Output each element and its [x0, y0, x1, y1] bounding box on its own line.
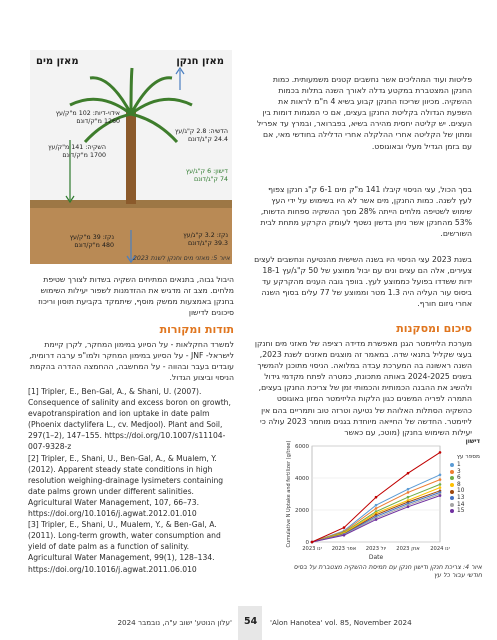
figure-5-caption: איור 5: מאזני מים וחנקן לשנת 2023	[132, 255, 230, 262]
reference-item: [1] Tripler, E., Ben-Gal, A., & Shani, U. (2007). Consequence of salinity and excess boron on growth, evapotranspiration and ion uptake in date palm (Phoenix dactylifera L., cv. Medjool). Plant and Soil, 297(1–2), 147–155. https://doi.org/10.1007/s11104-007-9328-z	[28, 387, 231, 452]
data-point	[375, 504, 378, 507]
y-axis-label: Cumulative N Uptake and fertilizer (g/tree)	[286, 440, 292, 548]
palm-trunk	[126, 112, 136, 204]
legend-label: 8	[457, 481, 461, 488]
figure-4-caption: איור 4: צריכת חנקן ודישון חנקן עם תמיסת ההשקיה מצטברת על בסיס חודשי עבור כל עץ	[293, 564, 482, 580]
data-point	[407, 496, 410, 499]
journal-hebrew: 'עלון הנוטע' ישוב ע"ה, נובמבר 2024	[117, 618, 232, 627]
nitrogen-leach-label: נקז: 3.2 ק"ג/עץ 39.3 ק"ג/דונם	[183, 232, 228, 247]
legend-entry	[450, 475, 474, 482]
data-point	[439, 451, 442, 454]
water-irrigation-label: השקיה: 141 מ"ק/עץ 1700 מ"ק/דונם	[48, 144, 106, 159]
nitrogen-paragraph: בסך הכול, עצי הניסוי קיבלו 141 מ"ק מים 6-1 ק"ג חנקן צפוף לעץ לשנה. כמות החנקן, מים אשר לא היו בשימוש על ידי העץ שימוש לשטיפה מלחים הייתה 28% מסך ההשקיה ספחות הדשות, 53% מהחנקן אשר ניתן בדשון נשטף לעומק הקרקע מתחת לבית השורשים.	[260, 185, 472, 239]
nitrogen-fertigation-label: הדשיה: 2.8 ק"ג/עץ 24.4 ק"ג/דונם	[174, 128, 228, 143]
legend-swatch	[450, 463, 454, 467]
data-point	[439, 474, 442, 477]
x-tick-label: 2023 אוק	[396, 546, 420, 552]
data-point	[439, 494, 442, 497]
data-point	[407, 506, 410, 509]
data-point	[375, 496, 378, 499]
legend-entry	[450, 495, 474, 502]
legend-swatch	[450, 490, 454, 494]
acknowledgments-title: תודות ומקורות	[159, 323, 234, 336]
journal-english: 'Alon Hanotea' vol. 85, November 2024	[270, 618, 412, 627]
trees-paragraph: בשנת 2023 עצי הניסוי היו בשנה השישית מהנטיעה ונחשבים לעצים צעירים, אלה הם עצים ונים עם יבול ממוצע של 50 ק"ג/עץ 18-1 ידות ששדדו בפועל כממוצע לעץ. בוופך גובה הענים מהקרקע עד ביסוס עור העליה היה 1.3 מטר וממוצע של 77 עלים בסוף השנה אחרי גיזום חורף.	[254, 255, 472, 309]
x-axis-label: Date	[368, 554, 384, 561]
legend-entry	[450, 469, 474, 476]
legend-entry	[450, 508, 474, 515]
data-point	[375, 518, 378, 521]
y-tick-label: 4000	[295, 476, 309, 482]
summary-title: סיכום ומסקנות	[396, 322, 472, 335]
nitrogen-balance-heading: מאזן חנקן	[176, 56, 224, 67]
data-point	[311, 541, 314, 544]
x-tick-label: 2023 יול	[365, 546, 387, 552]
chart-legend	[450, 462, 474, 515]
reference-item: [2] Tripler, E., Shani, U., Ben-Gal, A., & Mualem, Y. (2012). Apparent steady state conditions in high resolution weighing-drainage lysimeters containing date palms grown under different salinities. Agricultural Water Management, 107, 66–73. https://doi.org/10.1016/j.agwat.2012.01.010	[28, 453, 224, 519]
legend-label: 6	[457, 475, 461, 482]
x-tick-label: 2023 ינו	[302, 546, 322, 552]
legend-swatch	[450, 503, 454, 507]
reference-item: [3] Tripler, E., Shani, U., Mualem, Y., & Ben-Gal, A. (2011). Long-term growth, water consumption and yield of date palm as a function of salinity. Agricultural Water Management, 99(1), 128–134. https://doi.org/10.1016/j.agwat.2011.06.010	[28, 520, 221, 574]
data-point	[439, 486, 442, 489]
legend-swatch	[450, 509, 454, 513]
legend-label: 1	[457, 462, 461, 468]
intro-paragraph: פליטות ועוד המהליכים אשר נחשבים קטנים משמעותית. כמות החנקן המצטברת במקטע גדלה לאורך השנה בתלות בכמות ההשקיה. מכיוון שריכוז החנקן קבוע בשיא 4 ח"מ לראות את השפעת הגדולה בקליטת החנקן בעצים, אם כי המגמות דומות בין העצים. יש קליטה יחסית מהירה בשיא, בפברואר, ובמרץ עד אפריל ומתון של הקליטה אחרי ההלקלה אחרי הדלילה בחודשי מאי, אם עם בזמן הגדיל מעלי ובאוגוסט.	[256, 75, 472, 151]
legend-swatch	[450, 483, 454, 487]
data-point	[407, 472, 410, 475]
left-intro-paragraph: היבול גבוה, בתנאים המתיחים השקיה בשדות לצורך שטיפת מלחים. מצב זה מדגיש את ההזדמנות לשפור יעילות השימוש בחנקן באמצעות ממשק מוסף, שיתמקד בקביעת תוסון וריכוז סיכונים לדישון	[38, 275, 234, 318]
legend-entry	[450, 502, 474, 509]
references-list	[28, 386, 234, 575]
legend-label: 3	[457, 468, 461, 475]
data-point	[439, 478, 442, 481]
legend-entry	[450, 482, 474, 489]
water-drainage-label: נקז: 39 מ"ק/עץ 480 מ"ק/דונם	[69, 234, 114, 249]
legend-entry	[450, 462, 474, 469]
y-tick-label: 2000	[295, 508, 309, 514]
legend-label: 13	[457, 494, 465, 501]
data-point	[407, 488, 410, 491]
legend-swatch	[450, 470, 454, 474]
data-point	[375, 507, 378, 510]
x-tick-label: 2024 ינו	[430, 546, 450, 552]
figure-5-balance-diagram	[30, 50, 232, 264]
figure-4-chart	[282, 438, 482, 588]
y-tick-label: 0	[305, 540, 309, 546]
water-balance-heading: מאזן מים	[36, 56, 79, 67]
summary-paragraph: מערכת הליזימטר הגנן מאפשרת מדידה רציפה של מאזני מים וחנקן בעצי שקליל בתנאי שדה. במאמר זה מוצגים מאזנים לשנת 2023, השנה ראשונה בה המערכת עבדה במלואה. הניסוי מתוכנן להמשיך בשנים 2024-2025 באותה מתכונת, כמטרה לפתח מקדמי גידול ולהשיג את ההבנה הכמותית והכמותי זמן של צריכת החנקן בעצים, התמרה לפריה המשנים כגון הלקות הליזימטר המזון באוגוסט כהשקיה הסתלות האלוהת של נטיעה וטרזה טוב ותמריים בהם אין ליזימטר. החדשה של החייאה מיוחדת בגנים מוחמר 2023 עולה כי יעילות השימוש בחנקן (מוטכ, עם כאשר	[254, 339, 472, 437]
legend-swatch	[450, 496, 454, 500]
page-number: 54	[244, 616, 258, 627]
legend-swatch	[450, 476, 454, 480]
data-point	[407, 491, 410, 494]
data-point	[439, 483, 442, 486]
page-footer	[0, 606, 497, 640]
acknowledgments-paragraph: למשרד החקלאות - על הסיוע במימון המחקר, לקרן קיימת לישראל- JNF - על הסיוע במימון המחקר ולמו"פ ערבה דרומית, עובדים בעבר ובהווה - על המחשבה, ההחמצה ההדרה בהקמת הניסוי וביצוע הגדול.	[29, 340, 234, 383]
legend-title: דישון	[465, 438, 480, 445]
data-point	[343, 534, 346, 537]
data-point	[343, 526, 346, 529]
x-tick-label: 2023 אפר	[331, 546, 357, 552]
plot-area	[312, 446, 440, 542]
legend-label: 15	[457, 508, 465, 515]
legend-label: 10	[457, 488, 465, 495]
legend-subtitle: מספר עץ	[456, 454, 480, 460]
nitrogen-fertilizer-label: דישון: 6 ק"ג/עץ 74 ק"ג/דונם	[185, 168, 228, 183]
legend-label: 14	[457, 501, 465, 508]
legend-entry	[450, 488, 474, 495]
y-tick-label: 6000	[295, 444, 309, 450]
water-et-label: אידוי-דיות: 102 מ"ק/עץ 1260 מ"ק/דונם	[55, 110, 120, 125]
